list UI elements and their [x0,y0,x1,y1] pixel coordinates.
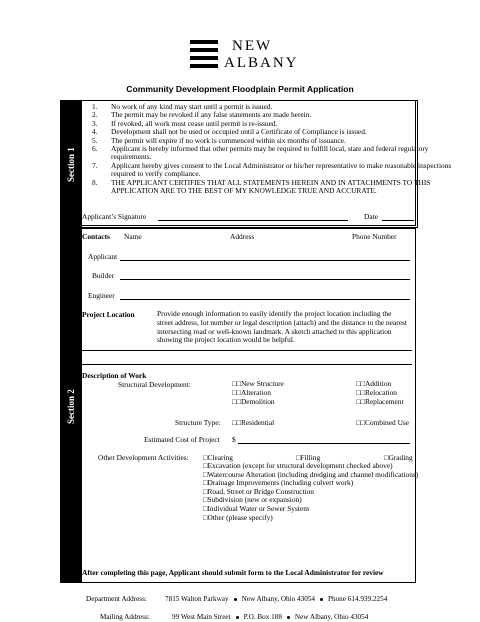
cost-label: Estimated Cost of Project [144,435,220,444]
other-activities-list [203,462,418,522]
option-replacement[interactable]: □□Replacement [356,396,404,406]
submission-note: After completing this page, Applicant should submit form to the Local Administrator for review [82,568,384,577]
mailing-address: Mailing Address: 99 West Main Street P.O. Box 188 New Albany, Ohio 43054 [100,613,369,621]
project-location-instructions: Provide enough information to easily identify the project location including the street address, lot number or legal description (attach) and the distance to the nearest intersecting road or well-known landmark. A sketch attached to this application showing the project location would be helpful. [157,309,407,345]
project-location-field-1[interactable] [82,350,412,351]
date-label: Date [364,212,378,221]
description-heading: Description of Work [82,371,147,380]
other-activities-label: Other Development Activities: [98,453,189,462]
engineer-field[interactable] [120,299,410,300]
structural-options-right [356,380,404,406]
option-road[interactable]: □Road, Street or Bridge Construction [203,486,315,496]
contact-label-applicant: Applicant [88,252,118,261]
option-new-structure[interactable]: □□New Structure [232,379,284,388]
option-relocation[interactable]: □□Relocation [356,387,397,397]
cost-currency: $ [232,435,236,444]
project-location-heading: Project Location [82,310,135,319]
option-other[interactable]: □Other (please specify) [203,512,273,522]
option-residential[interactable]: □□Residential [232,418,275,427]
option-addition[interactable]: □□Addition [356,379,392,388]
option-combined-use[interactable]: □□Combined Use [356,418,410,427]
contacts-col-address: Address [230,232,255,241]
logo-text [224,38,299,72]
section-2-label: Section 2 [66,389,76,424]
contacts-heading: Contacts [82,232,110,241]
option-demolition[interactable]: □□Demolition [232,396,275,406]
condition-item: 5. The permit will expire if no work is commenced within six months of issuance. [92,135,346,145]
condition-item: 7. Applicant hereby gives consent to the Local Administrator or his/her representative to make reasonable inspections required to verify compliance. [92,160,452,179]
cost-field[interactable] [238,443,410,444]
signature-label: Applicant’s Signature [82,212,147,221]
logo-mark [190,40,218,72]
condition-item: 4. Development shall not be used or occupied until a Certificate of Compliance is issued. [92,127,367,137]
option-drainage[interactable]: □Drainage Improvements (including culvert work) [203,478,354,488]
department-address-label: Department Address: [86,595,147,603]
logo-line-2: ALBANY [224,55,299,71]
department-address: Department Address: 7815 Walton Parkway New Albany, Ohio 43054 Phone 614.939.2254 [86,595,388,603]
builder-field[interactable] [120,279,410,280]
structural-options-left [232,380,284,406]
permit-conditions-list [92,103,452,195]
form-title: Community Development Floodplain Permit Application [126,84,354,94]
applicant-field[interactable] [120,260,410,261]
option-water-sewer[interactable]: □Individual Water or Sewer System [203,503,309,513]
contact-label-builder: Builder [92,271,115,280]
contact-label-engineer: Engineer [88,291,115,300]
date-field[interactable] [382,220,414,221]
logo-line-1: NEW [232,38,273,54]
contacts-col-phone: Phone Number [352,232,397,241]
project-location-field-2[interactable] [82,364,412,365]
condition-item: 8. THE APPLICANT CERTIFIES THAT ALL STATEMENTS HEREIN AND IN ATTACHMENTS TO THIS APPLICATION ARE TO THE BEST OF MY KNOWLEDGE TRUE AND ACCURATE. [92,177,431,196]
section-2-bar [60,228,82,583]
option-watercourse[interactable]: □Watercourse Alteration (including dredging and channel modifications) [203,469,419,479]
structural-label: Structural Development: [118,380,191,389]
structure-type-label: Structure Type: [175,418,221,427]
condition-item: 2. The permit may be revoked if any false statements are made herein. [92,110,312,120]
option-clearing[interactable]: □Clearing [203,453,233,462]
option-excavation[interactable]: □Excavation (except for structural development checked above) [203,461,393,470]
section-1-label: Section 1 [66,147,76,182]
condition-item: 6. Applicant is hereby informed that other permits may be required to fulfill local, state and federal regulatory requirements. [92,144,429,162]
option-grading[interactable]: □Grading [384,453,413,462]
option-alteration[interactable]: □□Alteration [232,387,271,397]
mailing-address-label: Mailing Address: [100,613,150,621]
option-subdivision[interactable]: □Subdivision (new or expansion) [203,495,302,505]
signature-field[interactable] [158,220,348,221]
contacts-col-name: Name [124,232,142,241]
condition-item: 1. No work of any kind may start until a permit is issued. [92,102,273,111]
option-filling[interactable]: □Filling [296,453,321,462]
condition-item: 3. If revoked, all work must cease until permit is re-issued. [92,118,278,128]
